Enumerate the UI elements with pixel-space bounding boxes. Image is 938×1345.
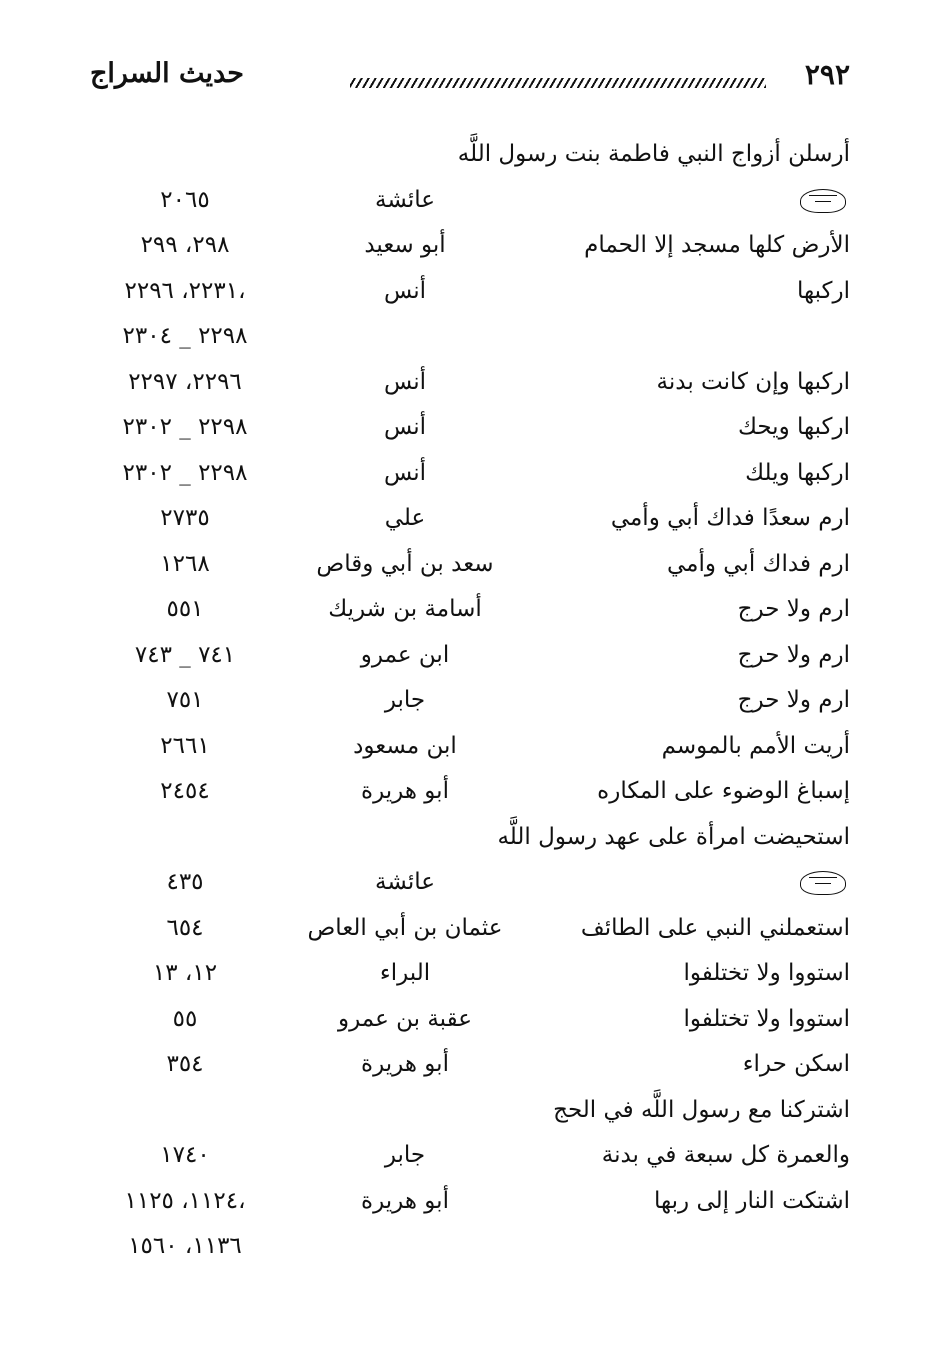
- hadith-text: إسباغ الوضوء على المكاره: [597, 778, 850, 804]
- narrator: ابن مسعود: [353, 732, 457, 759]
- hadith-numbers: ١٢، ١٣: [152, 960, 218, 986]
- index-row: [90, 178, 850, 224]
- hadith-text: اركبها ويلك: [745, 459, 850, 486]
- narrator: عائشة: [375, 869, 435, 895]
- page-header: [90, 58, 850, 98]
- hadith-text: اركبها ويحك: [737, 414, 850, 440]
- index-row: [90, 1133, 850, 1179]
- narrator: عثمان بن أبي العاص: [307, 914, 503, 941]
- hadith-text: استحيضت امرأة على عهد رسول اللَّه: [497, 823, 850, 850]
- hadith-numbers: ٢٢٩٨ _ ٢٣٠٢: [122, 414, 248, 440]
- hadith-numbers: ٥٥: [172, 1005, 198, 1032]
- hadith-numbers: ٢٠٦٥: [160, 186, 210, 213]
- index-row: [90, 815, 850, 861]
- narrator: جابر: [384, 1142, 426, 1168]
- narrator: أبو هريرة: [361, 1187, 449, 1214]
- pbuh-ligature-icon: [800, 871, 846, 895]
- index-row: [90, 724, 850, 770]
- hadith-index-list: [90, 132, 850, 1270]
- narrator: أبو هريرة: [361, 778, 449, 804]
- hadith-text: ارم ولا حرج: [737, 596, 850, 622]
- page-number: ٢٩٢: [804, 58, 850, 91]
- hadith-numbers: ٧٥١: [166, 687, 204, 713]
- index-row: [90, 1042, 850, 1088]
- narrator: جابر: [384, 687, 426, 713]
- narrator: أنس: [383, 414, 427, 440]
- narrator: أسامة بن شريك: [328, 596, 482, 622]
- index-row: [90, 269, 850, 315]
- narrator: عقبة بن عمرو: [338, 1005, 472, 1032]
- narrator: البراء: [379, 960, 431, 986]
- index-row: [90, 314, 850, 360]
- running-title: حديث السراج: [90, 58, 244, 89]
- hadith-text: ارم ولا حرج: [737, 687, 850, 713]
- index-row: [90, 860, 850, 906]
- hadith-text: استعملني النبي على الطائف: [580, 914, 850, 941]
- hadith-text: استووا ولا تختلفوا: [683, 1005, 850, 1032]
- hadith-numbers: ٢٧٣٥: [160, 505, 210, 531]
- hadith-text: ارم سعدًا فداك أبي وأمي: [610, 505, 850, 531]
- hadith-numbers: ٥٥١: [166, 596, 204, 622]
- hadith-numbers: ٧٤١ _ ٧٤٣: [134, 641, 236, 668]
- narrator: علي: [384, 505, 426, 531]
- index-row: [90, 633, 850, 679]
- hadith-numbers: ٢٢٩٨ _ ٢٣٠٢: [122, 459, 248, 486]
- hadith-numbers: ٢٢٩٨ _ ٢٣٠٤: [122, 323, 248, 349]
- hadith-numbers: ٢٢٩٦، ٢٢٩٧: [128, 368, 242, 395]
- index-row: [90, 405, 850, 451]
- hadith-text: ارم ولا حرج: [737, 641, 850, 668]
- hadith-numbers: ١٢٦٨: [160, 550, 210, 577]
- hadith-numbers: ١٧٤٠: [160, 1142, 210, 1168]
- hadith-text: أرسلن أزواج النبي فاطمة بنت رسول اللَّه: [457, 141, 850, 167]
- narrator: أبو سعيد: [364, 232, 446, 258]
- hadith-numbers: ٢٢٣١، ٢٢٩٦،: [124, 277, 246, 304]
- narrator: سعد بن أبي وقاص: [316, 550, 494, 577]
- hadith-numbers: ٢٩٨، ٢٩٩: [140, 232, 230, 258]
- narrator: أنس: [383, 459, 427, 486]
- index-row: [90, 951, 850, 997]
- hadith-numbers: ٦٥٤: [166, 914, 204, 941]
- narrator: ابن عمرو: [360, 641, 450, 668]
- index-row: [90, 451, 850, 497]
- index-row: [90, 587, 850, 633]
- hadith-text: الأرض كلها مسجد إلا الحمام: [584, 232, 850, 258]
- hadith-numbers: ٣٥٤: [166, 1051, 204, 1077]
- hadith-numbers: ١١٣٦، ١٥٦٠: [128, 1233, 242, 1259]
- index-row: [90, 360, 850, 406]
- narrator: عائشة: [375, 186, 435, 213]
- hadith-numbers: ٢٦٦١: [160, 732, 210, 759]
- hadith-text: اسكن حراء: [742, 1051, 850, 1077]
- index-row: [90, 1224, 850, 1270]
- hadith-numbers: ٢٤٥٤: [160, 778, 210, 804]
- index-row: [90, 542, 850, 588]
- index-row: [90, 1088, 850, 1134]
- hadith-text: ارم فداك أبي وأمي: [666, 550, 850, 577]
- narrator: أنس: [383, 277, 427, 304]
- index-row: [90, 997, 850, 1043]
- hadith-text: اشتركنا مع رسول اللَّه في الحج: [553, 1096, 850, 1123]
- header-rule: [350, 78, 766, 88]
- hadith-text: استووا ولا تختلفوا: [683, 960, 850, 986]
- hadith-text: اركبها: [797, 277, 850, 304]
- hadith-text: اركبها وإن كانت بدنة: [656, 368, 850, 395]
- pbuh-ligature-icon: [800, 189, 846, 213]
- index-row: [90, 906, 850, 952]
- narrator: أنس: [383, 368, 427, 395]
- hadith-numbers: ٤٣٥: [166, 869, 204, 895]
- hadith-text: أريت الأمم بالموسم: [661, 732, 850, 759]
- index-row: [90, 223, 850, 269]
- index-row: [90, 769, 850, 815]
- hadith-numbers: ١١٢٤، ١١٢٥،: [124, 1187, 246, 1214]
- narrator: أبو هريرة: [361, 1051, 449, 1077]
- index-row: [90, 132, 850, 178]
- index-row: [90, 1179, 850, 1225]
- hadith-text: والعمرة كل سبعة في بدنة: [601, 1142, 850, 1168]
- index-row: [90, 678, 850, 724]
- index-row: [90, 496, 850, 542]
- hadith-text: اشتكت النار إلى ربها: [654, 1187, 850, 1214]
